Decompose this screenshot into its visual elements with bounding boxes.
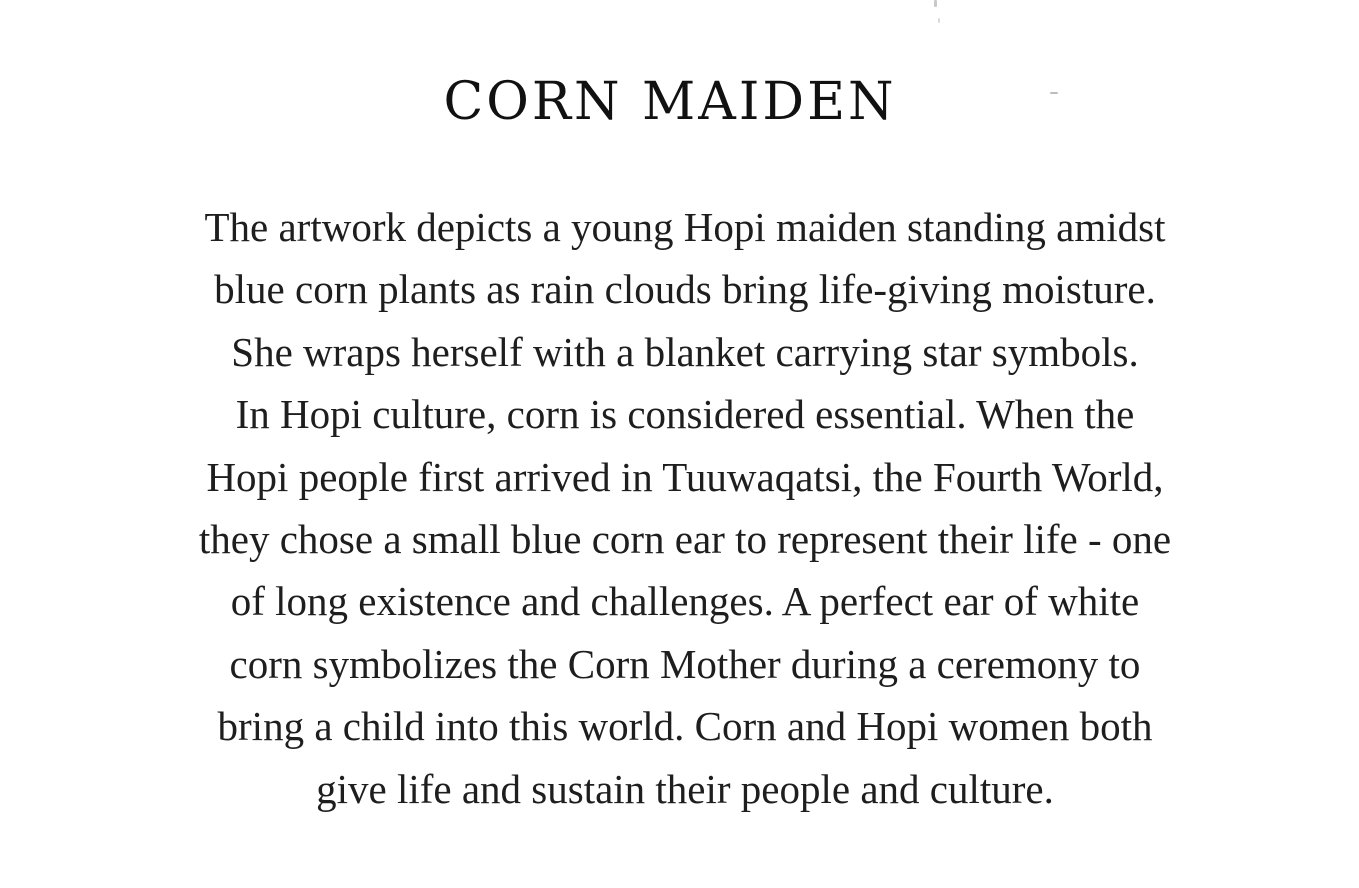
body-line: In Hopi culture, corn is considered essential. When the [235, 391, 1135, 438]
body-line: The artwork depicts a young Hopi maiden standing amidst [204, 204, 1166, 250]
body-line: of long existence and challenges. A perfect ear of white [230, 578, 1140, 625]
document-title: CORN MAIDEN [443, 72, 897, 132]
body-line: they chose a small blue corn ear to represent their life - one [198, 516, 1172, 563]
document-body [70, 196, 1300, 820]
body-line: She wraps herself with a blanket carrying star symbols. [231, 328, 1139, 375]
scan-speck [938, 18, 940, 23]
body-line: corn symbolizes the Corn Mother during a ceremony to [229, 640, 1141, 687]
body-line: give life and sustain their people and culture. [316, 765, 1054, 812]
scan-speck [934, 0, 937, 7]
body-line: bring a child into this world. Corn and Hopi women both [217, 703, 1153, 750]
body-line: Hopi people first arrived in Tuuwaqatsi, the Fourth World, [206, 453, 1164, 500]
body-line: blue corn plants as rain clouds bring life-giving moisture. [214, 266, 1156, 313]
